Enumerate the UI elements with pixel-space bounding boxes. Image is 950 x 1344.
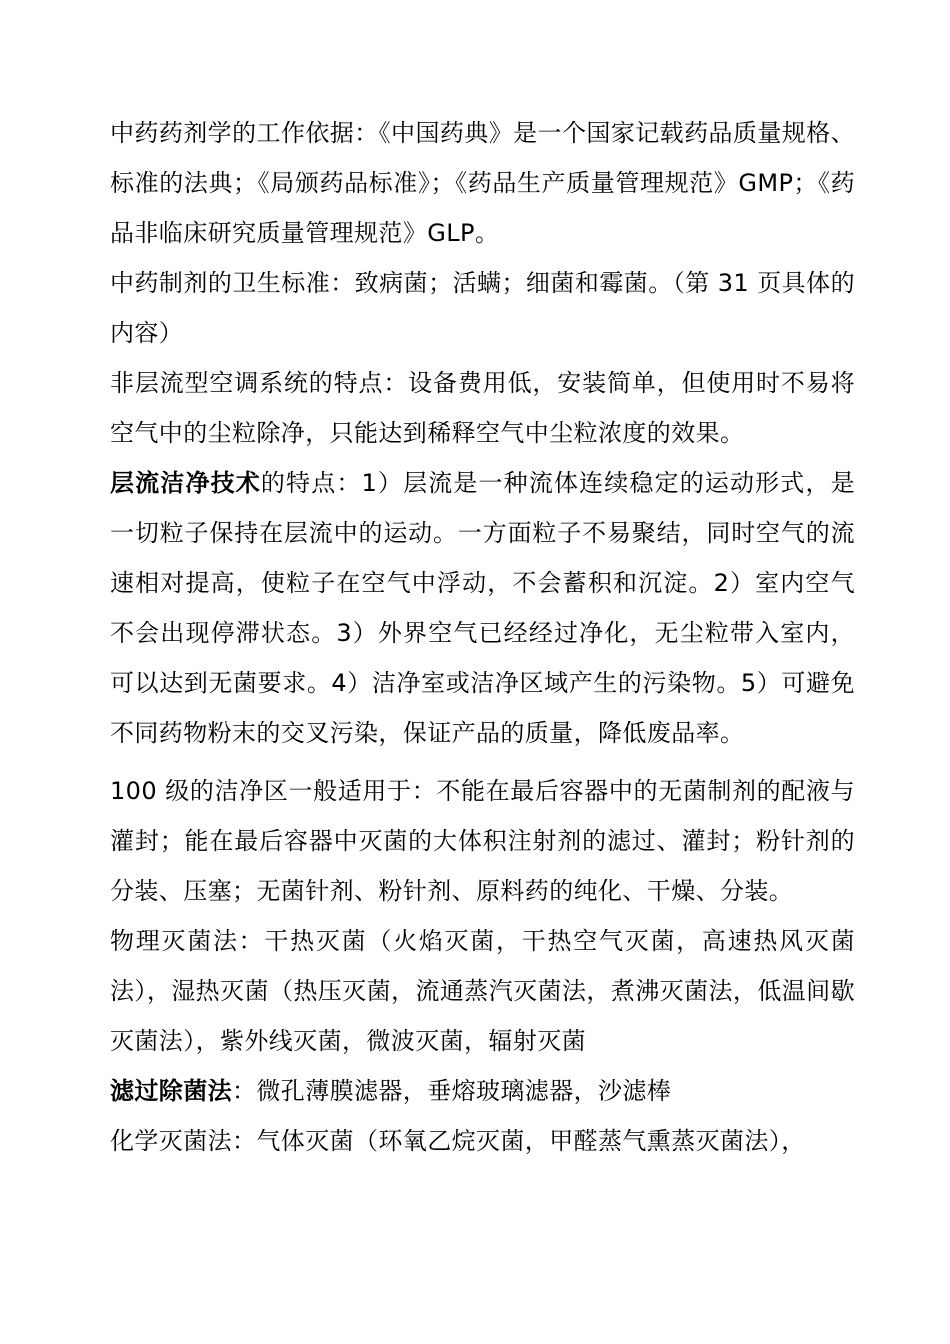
paragraph-chemical-sterilization [110,1116,855,1166]
paragraph-text: 非层流型空调系统的特点：设备费用低，安装简单，但使用时不易将空气中的尘粒除净，只能达到稀释空气中尘粒浓度的效果。 [110,369,855,447]
paragraph-physical-sterilization [110,916,855,1066]
paragraph-text: 中药制剂的卫生标准：致病菌；活螨；细菌和霉菌。（第 31 页具体的内容） [110,269,855,347]
paragraph-hygiene-standard [110,258,855,358]
bold-term: 滤过除菌法 [110,1077,232,1105]
paragraph-text: 中药药剂学的工作依据：《中国药典》是一个国家记载药品质量规格、标准的法典；《局颁药品标准》；《药品生产质量管理规范》GMP；《药品非临床研究质量管理规范》GLP。 [110,119,855,247]
document-page [110,108,855,1166]
paragraph-text: ：微孔薄膜滤器，垂熔玻璃滤器，沙滤棒 [232,1077,672,1105]
paragraph-class-100 [110,766,855,916]
paragraph-work-basis [110,108,855,258]
paragraph-filtration [110,1066,855,1116]
paragraph-non-laminar [110,358,855,458]
paragraph-text: 100 级的洁净区一般适用于：不能在最后容器中的无菌制剂的配液与灌封；能在最后容器中灭菌的大体积注射剂的滤过、灌封；粉针剂的分装、压塞；无菌针剂、粉针剂、原料药的纯化、干燥、分装。 [110,777,855,905]
paragraph-text: 物理灭菌法：干热灭菌（火焰灭菌，干热空气灭菌，高速热风灭菌法），湿热灭菌（热压灭菌，流通蒸汽灭菌法，煮沸灭菌法，低温间歇灭菌法），紫外线灭菌，微波灭菌，辐射灭菌 [110,927,855,1055]
paragraph-text: 化学灭菌法：气体灭菌（环氧乙烷灭菌，甲醛蒸气熏蒸灭菌法）， [110,1127,806,1155]
paragraph-laminar-tech [110,458,855,758]
paragraph-text: 的特点：1）层流是一种流体连续稳定的运动形式，是一切粒子保持在层流中的运动。一方面粒子不易聚结，同时空气的流速相对提高，使粒子在空气中浮动，不会蓄积和沉淀。2）室内空气不会出现停滞状态。3）外界空气已经经过净化，无尘粒带入室内，可以达到无菌要求。4）洁净室或洁净区域产生的污染物。5）可避免不同药物粉末的交叉污染，保证产品的质量，降低废品率。 [110,469,855,747]
bold-term: 层流洁净技术 [110,469,261,497]
